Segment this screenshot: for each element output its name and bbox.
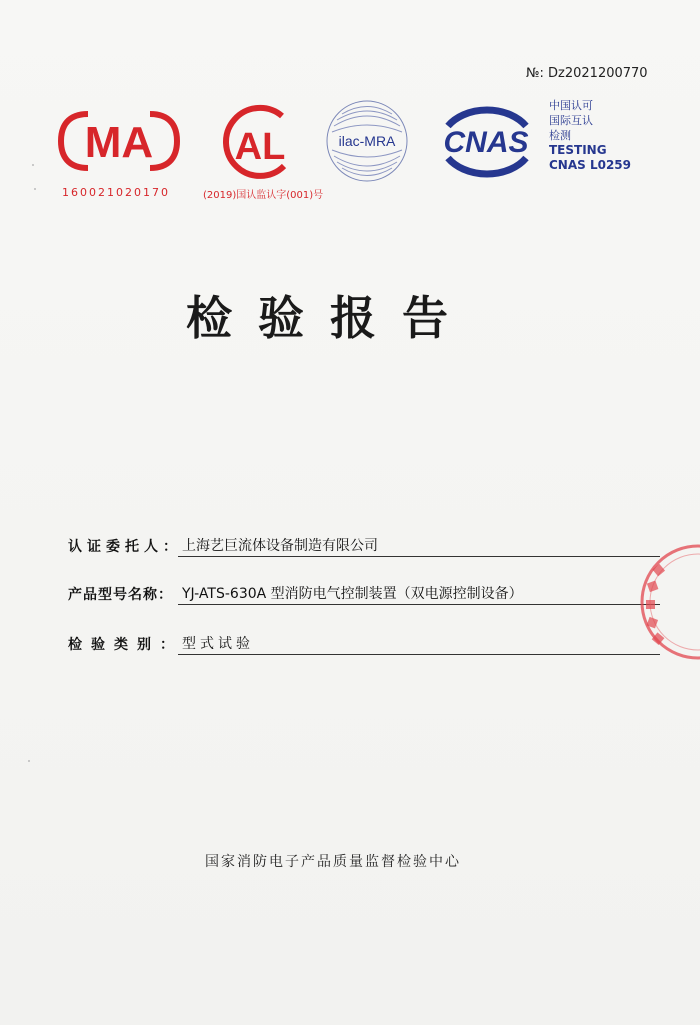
cnas-line: TESTING [549, 143, 607, 157]
cnas-line: 国际互认 [549, 114, 593, 127]
cal-logo-text: AL [234, 126, 286, 168]
issuing-organization: 国家消防电子产品质量监督检验中心 [205, 854, 461, 870]
cnas-logo-text: CNAS [443, 126, 529, 159]
ilac-logo-text: ilac-MRA [338, 133, 396, 149]
cnas-line: 中国认可 [549, 99, 593, 112]
paper-speck [28, 760, 30, 762]
field-label: 产品型号名称： [68, 587, 173, 603]
report-title: 检验报告 [186, 291, 474, 345]
paper-speck [34, 188, 36, 190]
cma-logo [58, 110, 180, 172]
field-client [68, 536, 658, 560]
cnas-line: CNAS L0259 [549, 158, 632, 172]
cal-number: (2019)国认监认字(001)号 [203, 190, 324, 201]
report-number: №: Dz2021200770 [526, 66, 648, 81]
official-seal-stamp [636, 542, 700, 662]
paper-speck [32, 164, 34, 166]
field-label: 检验类别： [68, 637, 183, 653]
ilac-mra-logo [324, 98, 410, 184]
field-product [68, 584, 658, 608]
field-value: 型式试验 [178, 634, 660, 655]
cnas-accreditation-text [549, 98, 631, 173]
field-label: 认证委托人： [68, 539, 182, 555]
cma-number: 160021020170 [62, 186, 170, 199]
cma-logo-text: MA [84, 118, 154, 167]
field-value: 上海艺巨流体设备制造有限公司 [178, 536, 660, 557]
cnas-logo [432, 104, 540, 180]
cal-logo [212, 104, 304, 180]
cnas-line: 检测 [549, 129, 571, 142]
field-value: YJ-ATS-630A 型消防电气控制装置（双电源控制设备） [178, 584, 660, 605]
field-test-type [68, 634, 658, 658]
